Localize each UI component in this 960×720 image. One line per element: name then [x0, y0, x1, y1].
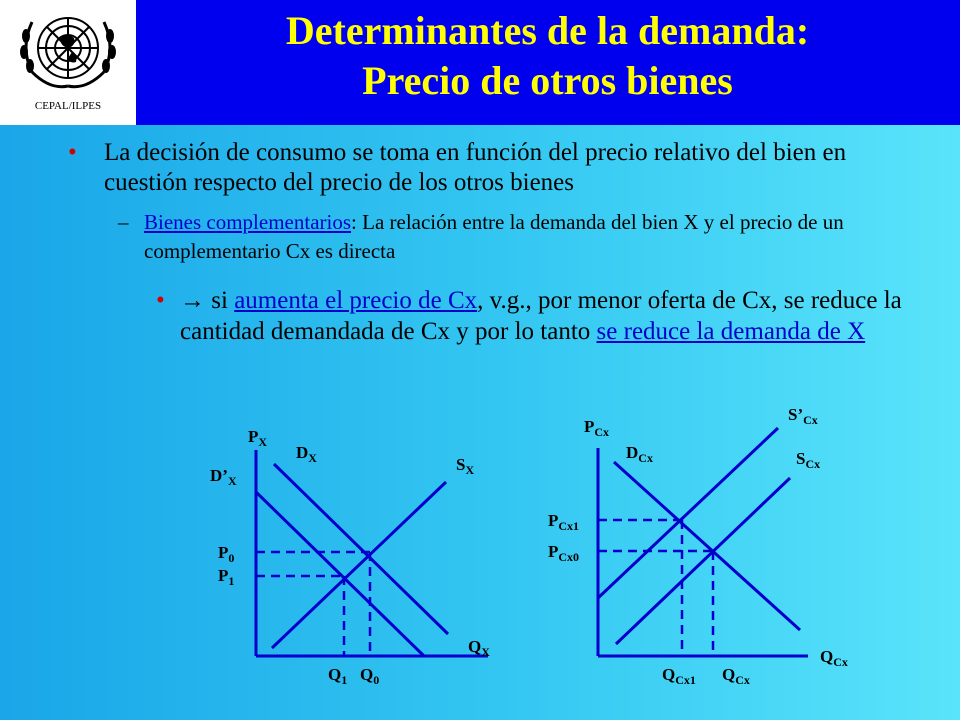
right-supply-curve — [616, 478, 790, 644]
right-supply-label: $S_{Cx}$ — [796, 449, 821, 471]
arrow-prefix: → si — [180, 287, 235, 314]
left-q0-label: $Q_0$ — [360, 665, 380, 687]
dash-bullet-icon: – — [118, 210, 129, 234]
right-supply-new-label: $S’_{Cx}$ — [788, 405, 818, 427]
right-p-axis-label: $P_{Cx}$ — [584, 417, 610, 439]
left-q1-label: $Q_1$ — [328, 665, 348, 687]
bullet-2-rest: : La relación entre la demanda del bien X y el precio de un complementario Cx es directa — [144, 210, 844, 263]
link-reduce-demanda[interactable]: se reduce la demanda de X — [596, 318, 866, 345]
bullet-1-text: La decisión de consumo se toma en función del precio relativo del bien en cuestión respecto del precio de los otros bienes — [104, 139, 847, 196]
left-demand-new-curve — [256, 492, 424, 656]
title-line-2: Precio de otros bienes — [362, 58, 733, 103]
left-q-axis-label: $Q_X$ — [468, 637, 490, 659]
right-p0-label: $P_{Cx0}$ — [548, 542, 580, 564]
right-q-axis-label: $Q_{Cx}$ — [820, 647, 848, 669]
bullet-dot-icon: • — [68, 139, 77, 166]
bullet-3-mid: , v.g., por menor oferta de Cx, se reduce la cantidad demandada de Cx y por lo tanto — [180, 287, 902, 345]
right-q0-label: $Q_{Cx}$ — [722, 665, 750, 687]
right-demand-label: $D_{Cx}$ — [626, 443, 653, 465]
left-p-axis-label: $P_X$ — [248, 427, 268, 449]
left-diagram — [210, 427, 490, 687]
logo-caption: CEPAL/ILPES — [34, 100, 102, 112]
right-supply-new-curve — [598, 428, 778, 598]
right-p1-label: $P_{Cx1}$ — [548, 511, 580, 533]
link-bienes-complementarios[interactable]: Bienes complementarios — [144, 210, 352, 234]
right-q1-label: $Q_{Cx1}$ — [662, 665, 696, 687]
title-line-1: Determinantes de la demanda: — [285, 8, 810, 53]
left-demand-new-label: $D’_X$ — [210, 466, 237, 488]
right-demand-curve — [614, 462, 800, 630]
left-p1-label: $P_1$ — [218, 566, 235, 588]
bullet-dot-icon: • — [156, 287, 165, 314]
left-supply-curve — [272, 482, 446, 648]
right-diagram — [548, 405, 848, 687]
left-demand-curve — [274, 464, 448, 634]
left-demand-label: $D_X$ — [296, 443, 317, 465]
left-supply-label: $S_X$ — [456, 455, 475, 477]
left-p0-label: $P_0$ — [218, 543, 235, 565]
link-aumenta-precio[interactable]: aumenta el precio de Cx — [234, 287, 478, 314]
